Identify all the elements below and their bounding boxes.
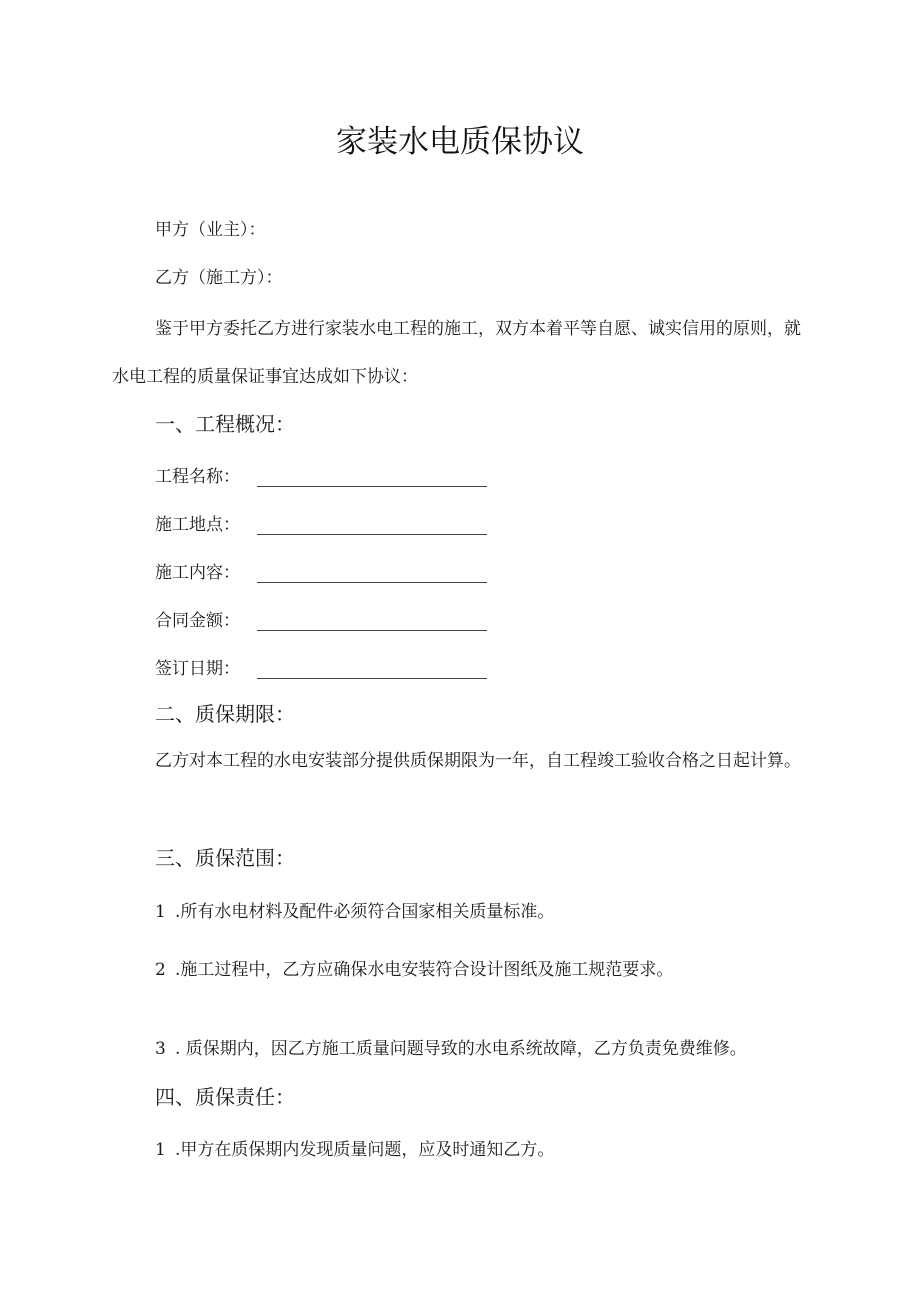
field-label: 施工内容： xyxy=(155,563,240,583)
field-label: 合同金额： xyxy=(155,611,240,631)
section-3-item-2 xyxy=(155,960,673,980)
contract-amount-blank[interactable] xyxy=(257,612,487,631)
site-location-blank[interactable] xyxy=(257,516,487,535)
document-title: 家装水电质保协议 xyxy=(336,124,584,160)
item-text: .所有水电材料及配件必须符合国家相关质量标准。 xyxy=(175,902,555,922)
party-b-line: 乙方（施工方）： xyxy=(155,268,283,288)
field-work-content xyxy=(155,558,487,583)
item-number: 2 xyxy=(155,960,166,980)
field-project-name xyxy=(155,462,487,487)
party-a-line: 甲方（业主）： xyxy=(155,220,266,240)
field-contract-amount xyxy=(155,606,487,631)
section-1-heading: 一、工程概况： xyxy=(155,412,295,436)
section-4-heading: 四、质保责任： xyxy=(155,1085,295,1109)
item-text: .甲方在质保期内发现质量问题，应及时通知乙方。 xyxy=(175,1140,555,1160)
field-label: 签订日期： xyxy=(155,659,240,679)
section-2-heading: 二、质保期限： xyxy=(155,702,295,726)
work-content-blank[interactable] xyxy=(257,564,487,583)
section-3-heading: 三、质保范围： xyxy=(155,846,295,870)
field-site-location xyxy=(155,510,487,535)
section-4-item-1 xyxy=(155,1140,554,1160)
section-3-item-1 xyxy=(155,902,554,922)
intro-paragraph: 鉴于甲方委托乙方进行家装水电工程的施工，双方本着平等自愿、诚实信用的原则，就水电工程的质量保证事宜达成如下协议： xyxy=(112,319,801,387)
item-number: 1 xyxy=(155,902,166,922)
signing-date-blank[interactable] xyxy=(257,660,487,679)
item-text: .施工过程中，乙方应确保水电安装符合设计图纸及施工规范要求。 xyxy=(175,960,674,980)
field-label: 施工地点： xyxy=(155,515,240,535)
section-3-item-3 xyxy=(155,1039,747,1059)
field-label: 工程名称： xyxy=(155,467,240,487)
item-number: 1 xyxy=(155,1140,166,1160)
section-2-paragraph: 乙方对本工程的水电安装部分提供质保期限为一年，自工程竣工验收合格之日起计算。 xyxy=(155,751,801,771)
item-text: . 质保期内，因乙方施工质量问题导致的水电系统故障，乙方负责免费维修。 xyxy=(175,1039,747,1059)
project-name-blank[interactable] xyxy=(257,468,487,487)
item-number: 3 xyxy=(155,1039,166,1059)
field-signing-date xyxy=(155,654,487,679)
